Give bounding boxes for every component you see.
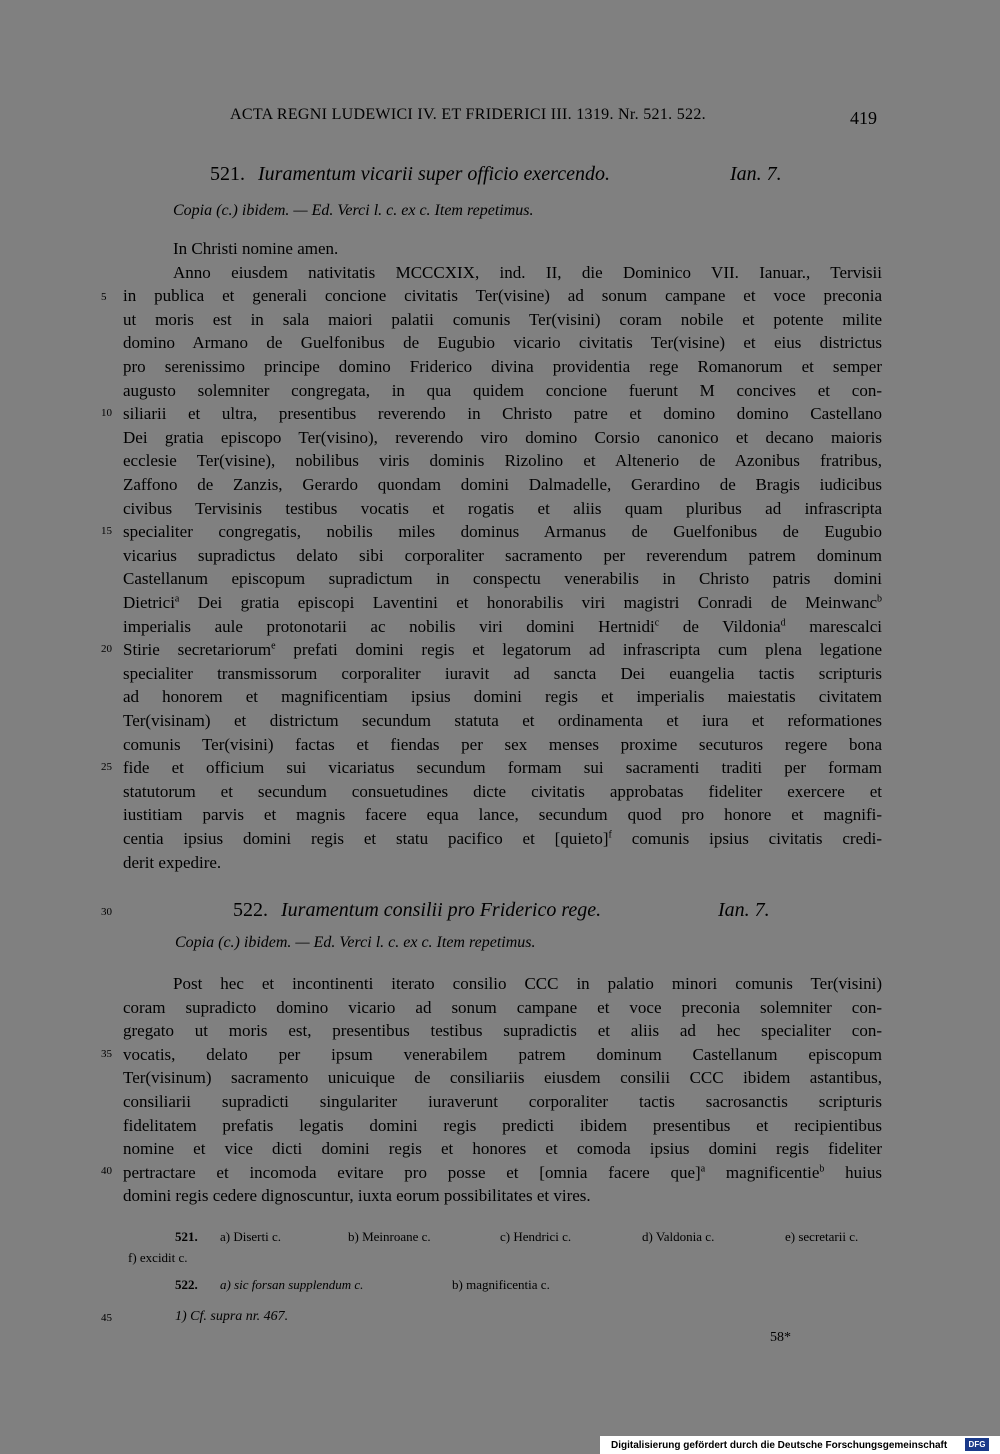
footnote-marker: a	[700, 1163, 706, 1175]
signature-mark: 58*	[770, 1330, 791, 1345]
text-line: pro serenissimo principe domino Friderico divina providentia rege Romanorum et semper	[123, 357, 882, 376]
doc-number: 522.	[233, 899, 268, 921]
line-number: 20	[101, 643, 112, 655]
text-line: gregato ut moris est, presentibus testibus supradictis et aliis ad hec specialiter con-	[123, 1021, 882, 1041]
running-header: ACTA REGNI LUDEWICI IV. ET FRIDERICI III. 1319. Nr. 521. 522.	[230, 106, 706, 123]
doc-title: Iuramentum consilii pro Friderico rege.	[281, 899, 602, 921]
line-number: 30	[101, 906, 112, 918]
doc-521-heading	[210, 163, 610, 186]
line-number: 40	[101, 1165, 112, 1177]
text-line: vocatis, delato per ipsum venerabilem patrem dominum Castellanum episcopum	[123, 1044, 882, 1064]
doc-521-date: Ian. 7.	[730, 163, 782, 185]
footnote-521-e: e) secretarii c.	[785, 1229, 859, 1244]
footnote-marker: f	[608, 829, 612, 841]
text-line: consiliarii supradicti singulariter iuraverunt corporaliter tactis sacrosanctis scripturis	[123, 1092, 882, 1111]
text-line: vicarius supradictus delato sibi corporaliter sacramento per reverendum patrem dominum	[123, 545, 882, 565]
text-line: in publica et generali concione civitatis Ter(visine) ad sonum campane et voce preconia	[123, 286, 882, 306]
footnote-521-f: f) excidit c.	[128, 1250, 188, 1265]
text-line: comunis Ter(visini) factas et fiendas per sex menses proxime secuturos regere bona	[123, 734, 882, 754]
text-line: In Christi nomine amen.	[173, 239, 339, 258]
line-number: 15	[101, 525, 112, 537]
footnote-marker: b	[877, 593, 882, 605]
line-number: 45	[101, 1312, 112, 1324]
doc-521-source: Copia (c.) ibidem. — Ed. Verci l. c. ex c. Item repetimus.	[173, 202, 534, 219]
footer-credit: Digitalisierung gefördert durch die Deutsche Forschungsgemeinschaft	[611, 1440, 948, 1451]
footnote-marker: b	[819, 1163, 825, 1175]
text-line: derit expedire.	[123, 852, 222, 872]
text-line: centia ipsius domini regis et statu pacifico et [quieto]$^f$ comunis ipsius civitatis credi-	[123, 829, 882, 848]
dfg-logo: DFG	[965, 1438, 989, 1451]
footnote-general: 1) Cf. supra nr. 467.	[175, 1309, 289, 1324]
text-line: siliarii et ultra, presentibus reverendo in Christo patre et domino domino Castellano	[123, 404, 882, 424]
footnote-522-label: 522.	[175, 1277, 198, 1292]
text-line: ad honorem et magnificentiam ipsius domini regis et imperialis maiestatis civitatem	[123, 687, 882, 707]
text-line: specialiter transmissorum corporaliter iuravit ad sancta Dei euangelia tactis scripturis	[123, 663, 882, 683]
line-number: 10	[101, 407, 112, 419]
footnote-marker: c	[654, 616, 660, 628]
line-number: 25	[101, 761, 112, 773]
text-line: fidelitatem prefatis legatis domini regis predicti ibidem presentibus et recipientibus	[123, 1115, 882, 1135]
doc-522-heading	[233, 899, 601, 922]
text-line: Stirie secretariorum$^e$ prefati domini regis et legatorum ad infrascripta cum plena legatione	[123, 640, 883, 660]
text-line: iustitiam parvis et magnis facere equa lance, secundum quod pro honore et magnifi-	[123, 805, 882, 825]
text-line: pertractare et incomoda evitare pro posse et [omnia facere que]$^a$ magnificentie$^b$ huius	[123, 1162, 882, 1182]
doc-number: 521.	[210, 163, 245, 185]
text-line: ut moris est in sala maiori palatii comunis Ter(visini) coram nobile et potente milite	[123, 309, 882, 329]
footnote-522-a: a) sic forsan supplendum c.	[220, 1277, 364, 1292]
footnote-marker: a	[174, 593, 180, 605]
page-number: 419	[850, 108, 877, 128]
text-line: Castellanum episcopum supradictum in conspectu venerabilis in Christo patris domini	[123, 569, 882, 589]
footnote-521-b: b) Meinroane c.	[348, 1229, 431, 1244]
doc-522-source: Copia (c.) ibidem. — Ed. Verci l. c. ex c. Item repetimus.	[175, 934, 536, 951]
text-line: augusto solemniter congregata, in qua quidem concione fuerunt M concives et con-	[123, 380, 882, 400]
footnote-521-label: 521.	[175, 1229, 198, 1244]
text-line: civibus Tervisinis testibus vocatis et rogatis et aliis quam pluribus ad infrascripta	[123, 498, 882, 518]
text-line: imperialis aule protonotarii ac nobilis viri domini Hertnidi$^c$ de Vildonia$^d$ marescalci	[123, 616, 882, 636]
text-line: nomine et vice dicti domini regis et honores et comoda ipsius domini regis fideliter	[123, 1139, 882, 1159]
footnote-521-c: c) Hendrici c.	[500, 1229, 572, 1244]
text-line: Post hec et incontinenti iterato consilio CCC in palatio minori comunis Ter(visini)	[173, 974, 882, 993]
footnote-521-a: a) Diserti c.	[220, 1229, 282, 1244]
text-line: Ter(visinum) sacramento unicuique de consiliariis eiusdem consilii CCC ibidem astantibus,	[123, 1068, 882, 1088]
text-line: Anno eiusdem nativitatis MCCCXIX, ind. II, die Dominico VII. Ianuar., Tervisii	[173, 262, 882, 282]
text-line: specialiter congregatis, nobilis miles dominus Armanus de Guelfonibus de Eugubio	[123, 522, 882, 542]
footnote-marker: e	[271, 640, 276, 652]
text-line: Ter(visinam) et districtum secundum statuta et ordinamenta et iura et reformationes	[123, 711, 882, 730]
doc-title: Iuramentum vicarii super officio exercendo.	[258, 163, 610, 185]
line-number: 35	[101, 1048, 112, 1060]
footnote-marker: d	[780, 616, 786, 628]
text-line: domini regis cedere dignoscuntur, iuxta eorum possibilitates et vires.	[123, 1186, 591, 1206]
text-line: domino Armano de Guelfonibus de Eugubio vicario civitatis Ter(visine) et eius districtus	[123, 333, 882, 353]
text-line: coram supradicto domino vicario ad sonum campane et voce preconia solemniter con-	[123, 997, 882, 1017]
text-line: Dei gratia episcopo Ter(visino), reverendo viro domino Corsio canonico et decano maioris	[123, 427, 882, 447]
text-line: Zaffono de Zanzis, Gerardo quondam domini Dalmadelle, Gerardino de Bragis iudicibus	[123, 475, 882, 494]
text-line: Dietrici$^a$ Dei gratia episcopi Laventini et honorabilis viri magistri Conradi de Meinwanc$^b$	[123, 593, 882, 612]
footnote-521-d: d) Valdonia c.	[642, 1229, 715, 1244]
text-line: ecclesie Ter(visine), nobilibus viris dominis Rizolino et Altenerio de Azonibus fratribus,	[123, 451, 882, 471]
line-number: 5	[101, 291, 107, 303]
text-line: fide et officium sui vicariatus secundum formam sui sacramenti traditi per formam	[123, 758, 882, 778]
text-line: statutorum et secundum consuetudines dicte civitatis approbatas fideliter exercere et	[123, 781, 882, 801]
doc-522-date: Ian. 7.	[718, 899, 770, 921]
footnote-522-b: b) magnificentia c.	[452, 1277, 550, 1292]
